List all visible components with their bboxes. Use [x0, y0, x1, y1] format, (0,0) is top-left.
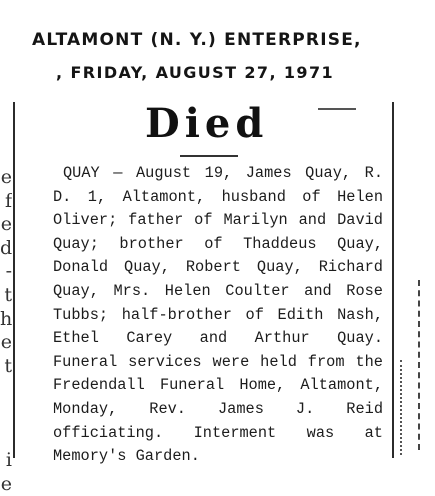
edge-letter: e: [0, 166, 12, 188]
section-heading: Died: [145, 100, 269, 147]
edge-letter: [0, 402, 12, 426]
obituary-notice: QUAY — August 19, James Quay, R. D. 1, Altamont, husband of Helen Oliver; father of Marilyn and David Quay; brother of Thaddeus Quay, Donald Quay, Robert Quay, Richard Quay, Mrs. Helen Coulter and Rose Tubbs; half-brother of Edith Nash, Ethel Carey and Arthur Quay. Funeral services were held from the Fredendall Funeral Home, Altamont, Monday, Rev. James J. Reid officiating. Interment was at Memory's Garden.: [53, 164, 383, 466]
newspaper-masthead: ALTAMONT (N. Y.) ENTERPRISE,: [32, 30, 362, 50]
edge-letter: e: [0, 472, 12, 495]
adjacent-column-fragment: [0, 166, 12, 496]
edge-letter: e: [0, 331, 12, 354]
margin-dashes: [418, 280, 424, 450]
column-divider-right: [392, 102, 394, 458]
print-smudge: [318, 108, 356, 110]
publication-date: , FRIDAY, AUGUST 27, 1971: [56, 63, 335, 82]
edge-letter: e: [0, 213, 12, 236]
edge-letter: [0, 426, 12, 450]
edge-letter: t: [4, 354, 12, 377]
heading-rule: [180, 155, 238, 157]
edge-letter: [0, 378, 12, 402]
edge-letter: i: [5, 449, 12, 472]
margin-dots: [400, 360, 405, 455]
edge-letter: d: [0, 236, 12, 259]
edge-letter: f: [4, 189, 12, 212]
edge-letter: -: [5, 260, 12, 283]
column-divider-left: [13, 102, 15, 458]
edge-letter: h: [0, 307, 12, 330]
edge-letter: t: [4, 283, 12, 306]
